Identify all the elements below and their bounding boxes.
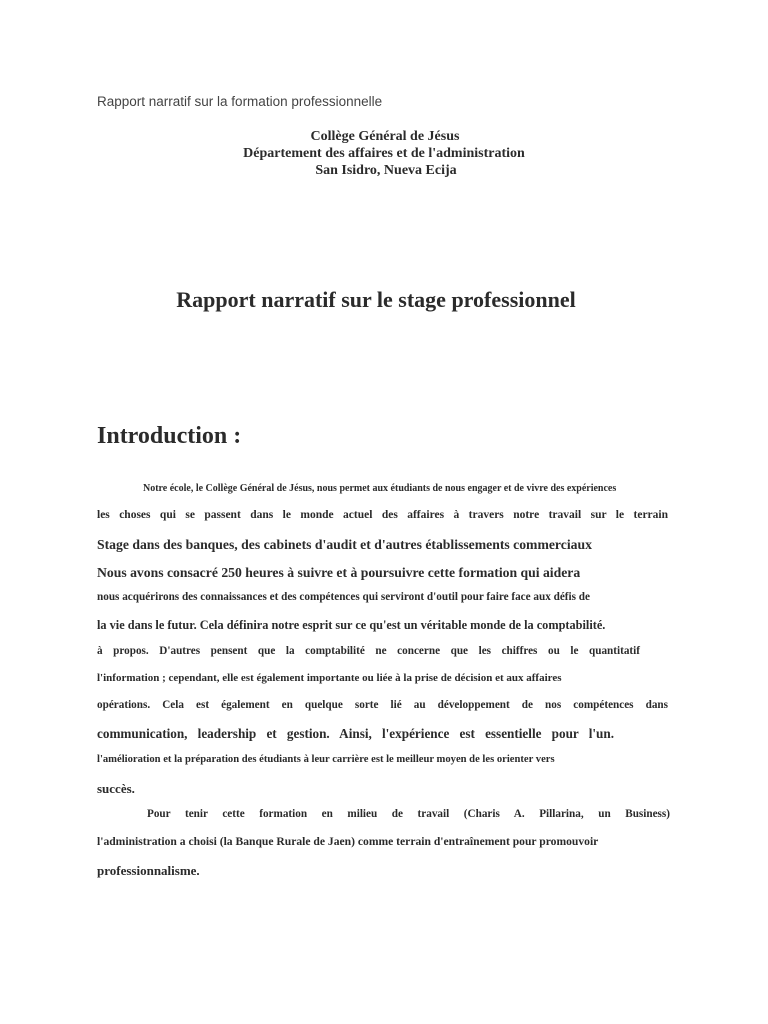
paragraph-line: à propos. D'autres pensent que la comptabilité ne concerne que les chiffres ou le quantitatif bbox=[97, 645, 640, 657]
paragraph-line: l'amélioration et la préparation des étudiants à leur carrière est le meilleur moyen de les orienter vers bbox=[97, 754, 555, 765]
paragraph-line: opérations. Cela est également en quelque sorte lié au développement de nos compétences dans bbox=[97, 699, 668, 711]
paragraph-line: l'administration a choisi (la Banque Rurale de Jaen) comme terrain d'entraînement pour promouvoir bbox=[97, 835, 599, 848]
institution-header bbox=[0, 128, 768, 179]
paragraph-line: communication, leadership et gestion. Ainsi, l'expérience est essentielle pour l'un. bbox=[97, 726, 614, 741]
section-heading: Introduction : bbox=[97, 423, 242, 449]
college-name: Collège Général de Jésus bbox=[310, 129, 460, 144]
report-title: Rapport narratif sur le stage professionnel bbox=[176, 287, 576, 312]
paragraph-line: succès. bbox=[97, 781, 135, 796]
paragraph-line: professionnalisme. bbox=[97, 863, 200, 878]
paragraph-line: Stage dans des banques, des cabinets d'audit et d'autres établissements commerciaux bbox=[97, 537, 592, 552]
paragraph-line: Pour tenir cette formation en milieu de travail (Charis A. Pillarina, un Business) bbox=[147, 808, 670, 820]
paragraph-line: la vie dans le futur. Cela définira notre esprit sur ce qu'est un véritable monde de la comptabilité. bbox=[97, 618, 606, 632]
paragraph-line: les choses qui se passent dans le monde actuel des affaires à travers notre travail sur le terrain bbox=[97, 509, 668, 521]
department-name: Département des affaires et de l'administration bbox=[243, 146, 525, 161]
paragraph-line: nous acquérirons des connaissances et des compétences qui serviront d'outil pour faire face aux défis de bbox=[97, 591, 590, 603]
location: San Isidro, Nueva Ecija bbox=[315, 163, 457, 178]
paragraph-line: l'information ; cependant, elle est également importante ou liée à la prise de décision et aux affaires bbox=[97, 672, 562, 684]
paragraph-line: Nous avons consacré 250 heures à suivre et à poursuivre cette formation qui aidera bbox=[97, 565, 581, 580]
document-label: Rapport narratif sur la formation professionnelle bbox=[97, 94, 383, 109]
paragraph-line: Notre école, le Collège Général de Jésus, nous permet aux étudiants de nous engager et de vivre des expériences bbox=[143, 483, 617, 494]
